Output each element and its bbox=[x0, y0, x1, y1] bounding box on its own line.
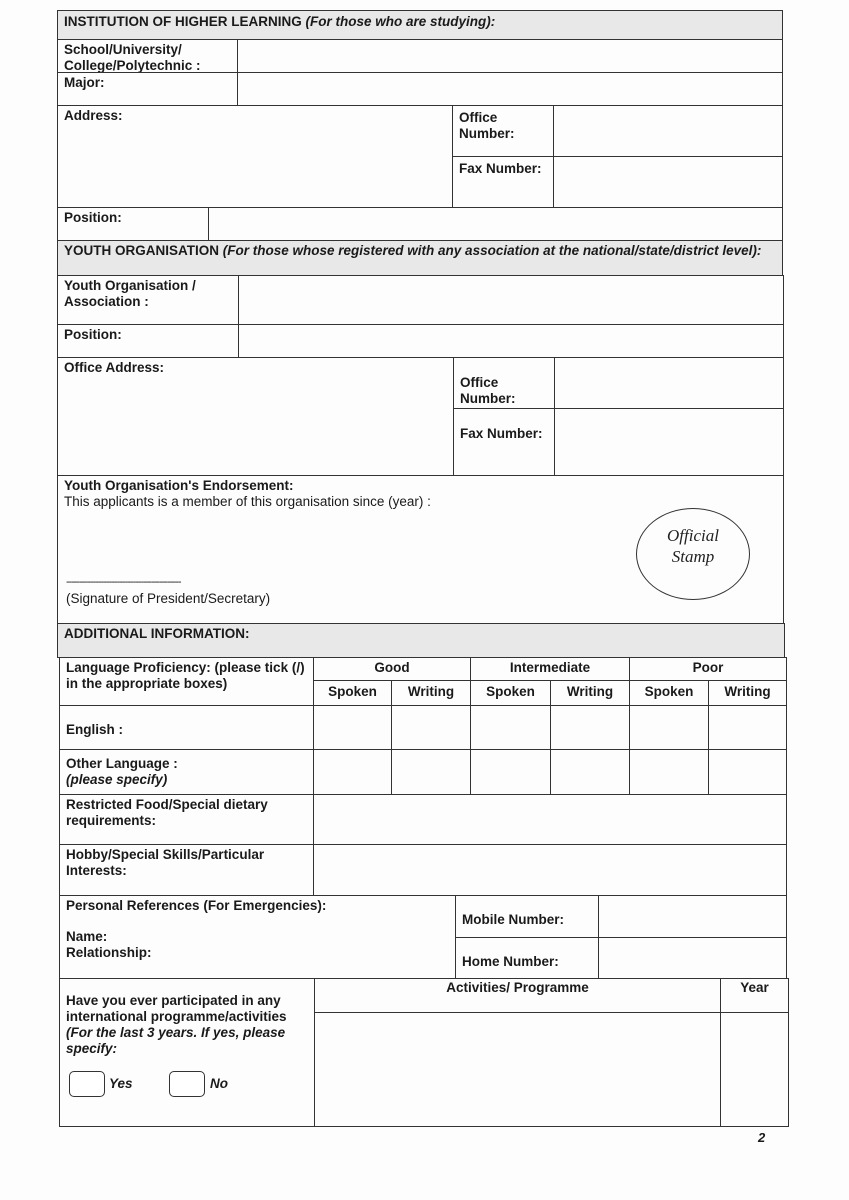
intermediate-spoken-header: Spoken bbox=[470, 680, 551, 706]
youth-heading: YOUTH ORGANISATION bbox=[64, 243, 219, 258]
other-good-spoken-box[interactable] bbox=[313, 749, 392, 795]
youth-office-number-label: Office Number: bbox=[453, 357, 555, 409]
institution-fax-number-field[interactable] bbox=[553, 156, 783, 208]
mobile-number-field[interactable] bbox=[598, 895, 787, 938]
youth-position-field[interactable] bbox=[238, 324, 784, 358]
english-intermediate-writing-box[interactable] bbox=[550, 705, 630, 750]
level-good-header: Good bbox=[313, 657, 471, 681]
other-poor-spoken-box[interactable] bbox=[629, 749, 709, 795]
major-field[interactable] bbox=[237, 72, 783, 106]
home-number-field[interactable] bbox=[598, 937, 787, 979]
year-field[interactable] bbox=[720, 1012, 789, 1127]
no-label: No bbox=[210, 1076, 228, 1091]
year-header: Year bbox=[720, 978, 789, 1013]
english-good-writing-box[interactable] bbox=[391, 705, 471, 750]
references-label: Personal References (For Emergencies): bbox=[66, 898, 327, 913]
other-poor-writing-box[interactable] bbox=[708, 749, 787, 795]
other-language-label: Other Language : (please specify) bbox=[59, 749, 314, 795]
major-label: Major: bbox=[57, 72, 238, 106]
institution-section-header bbox=[57, 10, 783, 40]
international-question-box bbox=[59, 978, 315, 1127]
institution-position-label: Position: bbox=[57, 207, 209, 241]
school-label: School/University/ College/Polytechnic : bbox=[57, 39, 238, 73]
youth-section-header bbox=[57, 240, 783, 276]
poor-spoken-header: Spoken bbox=[629, 680, 709, 706]
activities-field[interactable] bbox=[314, 1012, 721, 1127]
dietary-label: Restricted Food/Special dietary requirements: bbox=[59, 794, 314, 845]
level-intermediate-header: Intermediate bbox=[470, 657, 630, 681]
language-proficiency-label: Language Proficiency: (please tick (/) in the appropriate boxes) bbox=[59, 657, 314, 706]
english-intermediate-spoken-box[interactable] bbox=[470, 705, 551, 750]
youth-position-label: Position: bbox=[57, 324, 239, 358]
other-good-writing-box[interactable] bbox=[391, 749, 471, 795]
other-language-note: (please specify) bbox=[66, 772, 168, 787]
english-label: English : bbox=[59, 705, 314, 750]
hobby-label: Hobby/Special Skills/Particular Interests: bbox=[59, 844, 314, 896]
endorsement-text: This applicants is a member of this organisation since (year) : bbox=[64, 494, 431, 509]
stamp-line-1: Official bbox=[667, 526, 719, 545]
intermediate-writing-header: Writing bbox=[550, 680, 630, 706]
english-good-spoken-box[interactable] bbox=[313, 705, 392, 750]
reference-relationship-label: Relationship: bbox=[66, 945, 152, 960]
good-writing-header: Writing bbox=[391, 680, 471, 706]
english-poor-writing-box[interactable] bbox=[708, 705, 787, 750]
youth-office-address-label: Office Address: bbox=[64, 360, 165, 375]
institution-address-field[interactable] bbox=[57, 105, 453, 208]
youth-office-address-field[interactable] bbox=[57, 357, 454, 476]
youth-fax-number-label: Fax Number: bbox=[453, 408, 555, 476]
stamp-line-2: Stamp bbox=[671, 547, 715, 566]
youth-heading-note: (For those whose registered with any association at the national/state/district level): bbox=[222, 243, 762, 258]
youth-office-number-field[interactable] bbox=[554, 357, 784, 409]
international-note: (For the last 3 years. If yes, please specify: bbox=[66, 1025, 286, 1056]
other-intermediate-writing-box[interactable] bbox=[550, 749, 630, 795]
yes-checkbox[interactable] bbox=[69, 1071, 105, 1097]
institution-position-field[interactable] bbox=[208, 207, 783, 241]
institution-office-number-field[interactable] bbox=[553, 105, 783, 157]
institution-heading-note: (For those who are studying): bbox=[305, 14, 496, 29]
hobby-field[interactable] bbox=[313, 844, 787, 896]
official-stamp-circle bbox=[636, 508, 750, 600]
page-number: 2 bbox=[758, 1130, 766, 1145]
institution-heading: INSTITUTION OF HIGHER LEARNING bbox=[64, 14, 302, 29]
institution-office-number-label: Office Number: bbox=[452, 105, 554, 157]
other-intermediate-spoken-box[interactable] bbox=[470, 749, 551, 795]
home-number-label: Home Number: bbox=[455, 937, 599, 979]
school-field[interactable] bbox=[237, 39, 783, 73]
youth-org-field[interactable] bbox=[238, 275, 784, 325]
youth-org-label: Youth Organisation / Association : bbox=[57, 275, 239, 325]
yes-label: Yes bbox=[109, 1076, 133, 1091]
references-box[interactable] bbox=[59, 895, 456, 979]
poor-writing-header: Writing bbox=[708, 680, 787, 706]
youth-fax-number-field[interactable] bbox=[554, 408, 784, 476]
institution-address-label: Address: bbox=[64, 108, 123, 123]
institution-fax-number-label: Fax Number: bbox=[452, 156, 554, 208]
good-spoken-header: Spoken bbox=[313, 680, 392, 706]
endorsement-title: Youth Organisation's Endorsement: bbox=[64, 478, 294, 493]
activities-header: Activities/ Programme bbox=[314, 978, 721, 1013]
mobile-number-label: Mobile Number: bbox=[455, 895, 599, 938]
reference-name-label: Name: bbox=[66, 929, 108, 944]
signature-line: ------------------------------------------- bbox=[66, 576, 181, 588]
english-poor-spoken-box[interactable] bbox=[629, 705, 709, 750]
level-poor-header: Poor bbox=[629, 657, 787, 681]
international-question: Have you ever participated in any international programme/activities bbox=[66, 993, 287, 1024]
dietary-field[interactable] bbox=[313, 794, 787, 845]
no-checkbox[interactable] bbox=[169, 1071, 205, 1097]
additional-section-header: ADDITIONAL INFORMATION: bbox=[57, 623, 785, 658]
signature-label: (Signature of President/Secretary) bbox=[66, 591, 271, 606]
